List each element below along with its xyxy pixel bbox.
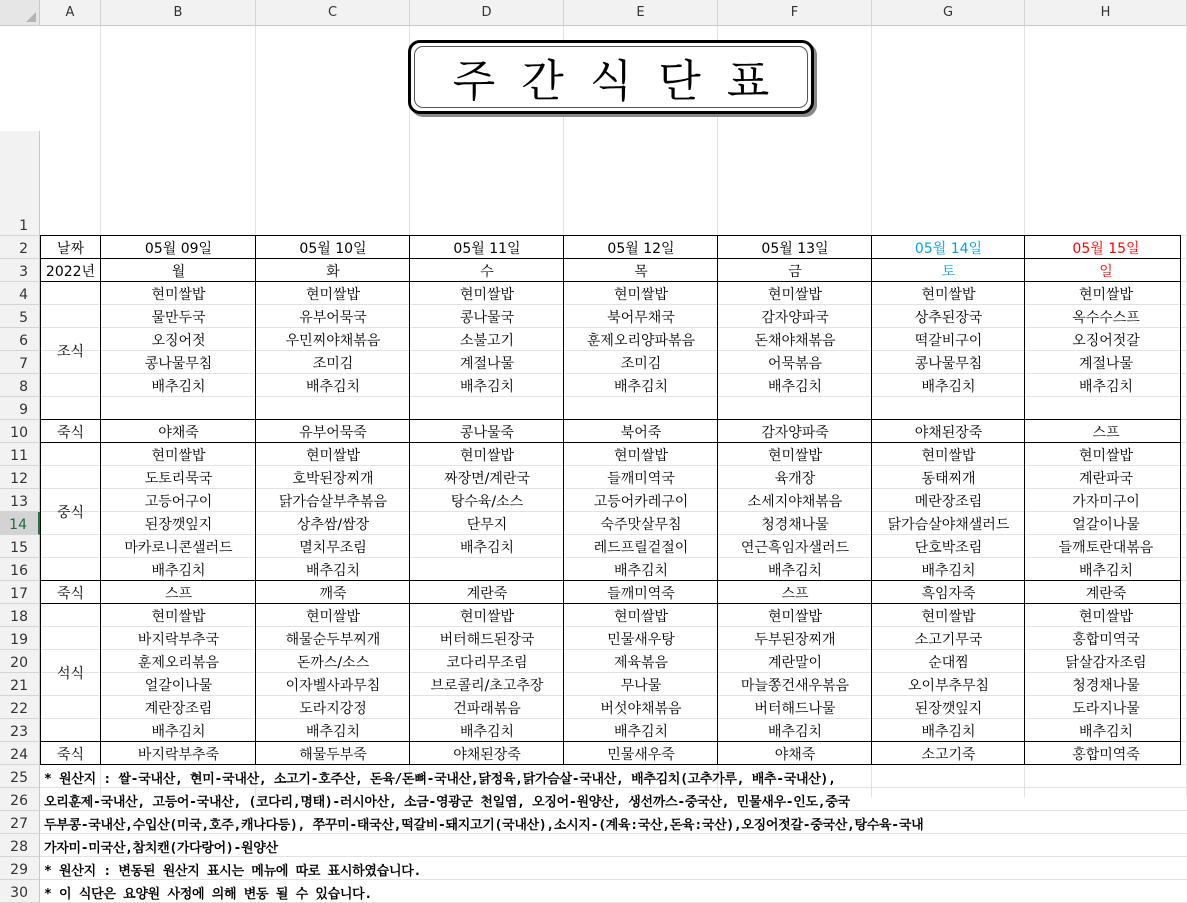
row-header-14[interactable]: 14 bbox=[0, 512, 40, 535]
menu-item[interactable]: 현미쌀밥 bbox=[921, 447, 976, 464]
menu-item[interactable]: 배추김치 bbox=[613, 562, 669, 579]
table-border bbox=[40, 741, 1181, 742]
gridline bbox=[40, 787, 1187, 788]
menu-item[interactable]: 깨죽 bbox=[319, 585, 347, 602]
row-header-13[interactable]: 13 bbox=[0, 489, 40, 512]
table-border bbox=[717, 236, 718, 765]
day-cell[interactable]: 월 bbox=[171, 263, 186, 280]
menu-item[interactable]: 스프 bbox=[164, 585, 193, 602]
menu-item[interactable]: 현미쌀밥 bbox=[1078, 608, 1134, 625]
menu-item[interactable]: 들깨미역국 bbox=[607, 470, 675, 487]
row-header-29[interactable]: 29 bbox=[0, 857, 40, 880]
row-header-24[interactable]: 24 bbox=[0, 742, 40, 765]
menu-item[interactable]: 배추김치 bbox=[921, 723, 976, 740]
menu-item[interactable]: 조미김 bbox=[620, 355, 662, 372]
page-title: 주간식단표 bbox=[452, 56, 796, 107]
menu-item[interactable]: 고등어구이 bbox=[144, 493, 213, 510]
menu-item[interactable]: 된장깻잎지 bbox=[914, 700, 983, 717]
menu-item[interactable]: 버터해드된장국 bbox=[439, 631, 535, 648]
row-header-9[interactable]: 9 bbox=[0, 397, 40, 420]
menu-item[interactable]: 현미쌀밥 bbox=[305, 286, 361, 303]
menu-item[interactable]: 오징어젓갈 bbox=[1072, 332, 1140, 349]
origin-note[interactable]: 가자미-미국산,참치캔(가다랑어)-원양산 bbox=[44, 841, 278, 856]
menu-item[interactable]: 유부어묵국 bbox=[299, 309, 367, 326]
gridline bbox=[40, 810, 1187, 811]
row-header-28[interactable]: 28 bbox=[0, 834, 40, 857]
menu-item[interactable]: 호박된장찌개 bbox=[292, 470, 374, 487]
menu-item[interactable]: 가자미구이 bbox=[1072, 493, 1140, 510]
column-header-b[interactable]: B bbox=[101, 0, 256, 26]
year-label[interactable]: 2022년 bbox=[45, 263, 96, 280]
menu-item[interactable]: 순대찜 bbox=[928, 654, 969, 671]
menu-item[interactable]: 홍합미역국 bbox=[1072, 631, 1140, 648]
day-cell[interactable]: 토 bbox=[941, 263, 956, 280]
menu-item[interactable]: 메란장조림 bbox=[914, 493, 983, 510]
menu-item[interactable]: 소고기죽 bbox=[921, 746, 976, 763]
date-cell[interactable]: 05월 10일 bbox=[299, 240, 367, 257]
menu-item[interactable]: 닭가슴살부추볶음 bbox=[278, 493, 388, 510]
menu-item[interactable]: 훈제오리양파볶음 bbox=[586, 332, 696, 349]
date-cell[interactable]: 05월 15일 bbox=[1072, 240, 1140, 257]
table-border bbox=[563, 236, 564, 765]
menu-item[interactable]: 스프 bbox=[1092, 424, 1120, 441]
row-header-26[interactable]: 26 bbox=[0, 788, 40, 811]
origin-note[interactable]: * 이 식단은 요양원 사정에 의해 변동 될 수 있습니다. bbox=[44, 887, 372, 902]
menu-item[interactable]: 유부어묵죽 bbox=[299, 424, 367, 441]
gridline bbox=[40, 879, 1187, 880]
menu-item[interactable]: 배추김치 bbox=[305, 723, 361, 740]
menu-item[interactable]: 배추김치 bbox=[151, 723, 206, 740]
menu-item[interactable]: 현미쌀밥 bbox=[921, 286, 976, 303]
origin-note[interactable]: * 원산지 : 변동된 원산지 표시는 메뉴에 따로 표시하였습니다. bbox=[44, 864, 421, 879]
row-header-27[interactable]: 27 bbox=[0, 811, 40, 834]
menu-item[interactable]: 도라지강정 bbox=[299, 700, 367, 717]
gridline bbox=[40, 856, 1187, 857]
menu-item[interactable]: 배추김치 bbox=[1078, 723, 1134, 740]
menu-item[interactable]: 계절나물 bbox=[459, 355, 515, 372]
menu-item[interactable]: 현미쌀밥 bbox=[613, 286, 669, 303]
table-border bbox=[100, 236, 101, 765]
menu-item[interactable]: 배추김치 bbox=[1078, 562, 1134, 579]
menu-item[interactable]: 우민찌야채볶음 bbox=[285, 332, 381, 349]
row-header-19[interactable]: 19 bbox=[0, 627, 40, 650]
table-border bbox=[40, 281, 1181, 282]
menu-item[interactable]: 계란죽 bbox=[466, 585, 508, 602]
menu-item[interactable]: 배추김치 bbox=[767, 562, 823, 579]
menu-item[interactable]: 된장깻잎지 bbox=[144, 516, 213, 533]
origin-note[interactable]: * 원산지 : 쌀-국내산, 현미-국내산, 소고기-호주산, 돈육/돈뼈-국내산,닭정육,닭가슴살-국내산, 배추김치(고추가루, 배추-국내산), bbox=[44, 772, 836, 787]
table-border bbox=[40, 258, 1181, 259]
menu-item[interactable]: 상추된장국 bbox=[914, 309, 983, 326]
table-border bbox=[409, 236, 410, 765]
row-header-2[interactable]: 2 bbox=[0, 236, 40, 259]
menu-item[interactable]: 훈제오리볶음 bbox=[137, 654, 220, 671]
menu-item[interactable]: 야채죽 bbox=[774, 746, 816, 763]
meal-label-breakfast[interactable]: 조식 bbox=[56, 344, 85, 360]
row-header-8[interactable]: 8 bbox=[0, 374, 40, 397]
menu-item[interactable]: 코다리무조림 bbox=[446, 654, 528, 671]
date-cell[interactable]: 05월 13일 bbox=[761, 240, 829, 257]
menu-item[interactable]: 계란죽 bbox=[1085, 585, 1127, 602]
menu-item[interactable]: 해물순두부찌개 bbox=[285, 631, 381, 648]
menu-item[interactable]: 연근흑임자샐러드 bbox=[740, 539, 850, 556]
menu-item[interactable]: 청경채나물 bbox=[761, 516, 829, 533]
day-cell[interactable]: 수 bbox=[480, 263, 494, 280]
row-header-30[interactable]: 30 bbox=[0, 880, 40, 903]
row-header-22[interactable]: 22 bbox=[0, 696, 40, 719]
menu-item[interactable]: 현미쌀밥 bbox=[305, 608, 361, 625]
menu-item[interactable]: 소세지야채볶음 bbox=[747, 493, 843, 510]
menu-item[interactable]: 오징어젓 bbox=[151, 332, 206, 349]
table-border bbox=[40, 442, 1181, 443]
menu-item[interactable]: 제육볶음 bbox=[613, 654, 669, 671]
meal-label-dinner[interactable]: 석식 bbox=[56, 666, 85, 682]
row-header-17[interactable]: 17 bbox=[0, 581, 40, 604]
menu-item[interactable]: 배추김치 bbox=[305, 562, 361, 579]
menu-item[interactable]: 바지락부추죽 bbox=[137, 746, 220, 763]
row-header-23[interactable]: 23 bbox=[0, 719, 40, 742]
menu-item[interactable]: 숙주맛살무침 bbox=[600, 516, 682, 533]
menu-item[interactable]: 야채된장죽 bbox=[914, 424, 983, 441]
menu-item[interactable]: 무나물 bbox=[620, 677, 662, 694]
menu-item[interactable]: 콩나물무침 bbox=[914, 355, 983, 372]
menu-item[interactable]: 육개장 bbox=[774, 470, 816, 487]
menu-item[interactable]: 현미쌀밥 bbox=[767, 286, 823, 303]
menu-item[interactable]: 현미쌀밥 bbox=[305, 447, 361, 464]
row-header-20[interactable]: 20 bbox=[0, 650, 40, 673]
menu-item[interactable]: 배추김치 bbox=[767, 378, 823, 395]
menu-item[interactable]: 돈채야채볶음 bbox=[754, 332, 836, 349]
select-all-corner[interactable] bbox=[0, 0, 40, 26]
menu-item[interactable]: 콩나물국 bbox=[459, 309, 515, 326]
menu-item[interactable]: 어묵볶음 bbox=[767, 355, 823, 372]
menu-item[interactable]: 계란장조림 bbox=[144, 700, 213, 717]
row-header-18[interactable]: 18 bbox=[0, 604, 40, 627]
menu-item[interactable]: 소고기무국 bbox=[914, 631, 983, 648]
gridline bbox=[40, 833, 1187, 834]
menu-item[interactable]: 현미쌀밥 bbox=[921, 608, 976, 625]
menu-item[interactable]: 배추김치 bbox=[459, 378, 515, 395]
menu-item[interactable]: 배추김치 bbox=[305, 378, 361, 395]
menu-item[interactable]: 배추김치 bbox=[767, 723, 823, 740]
menu-item[interactable]: 민물새우탕 bbox=[607, 631, 675, 648]
menu-item[interactable]: 도토리묵국 bbox=[144, 470, 213, 487]
date-label[interactable]: 날짜 bbox=[56, 240, 85, 257]
menu-item[interactable]: 버터해드나물 bbox=[754, 700, 836, 717]
menu-item[interactable]: 배추김치 bbox=[151, 378, 206, 395]
menu-item[interactable]: 소불고기 bbox=[459, 332, 515, 349]
menu-item[interactable]: 배추김치 bbox=[1078, 378, 1134, 395]
menu-item[interactable]: 감자양파죽 bbox=[761, 424, 829, 441]
menu-item[interactable]: 오이부추무침 bbox=[907, 677, 990, 694]
menu-item[interactable]: 단호박조림 bbox=[914, 539, 983, 556]
menu-item[interactable]: 멸치무조림 bbox=[299, 539, 367, 556]
table-border bbox=[40, 603, 1181, 604]
menu-item[interactable]: 마카로니콘샐러드 bbox=[124, 539, 233, 556]
menu-item[interactable]: 배추김치 bbox=[921, 562, 976, 579]
row-header-16[interactable]: 16 bbox=[0, 558, 40, 581]
day-cell[interactable]: 일 bbox=[1099, 263, 1113, 280]
table-border bbox=[40, 419, 1181, 420]
row-header-15[interactable]: 15 bbox=[0, 535, 40, 558]
menu-item[interactable]: 배추김치 bbox=[613, 378, 669, 395]
menu-item[interactable]: 물만두국 bbox=[151, 309, 206, 326]
day-cell[interactable]: 화 bbox=[326, 263, 340, 280]
menu-item[interactable]: 현미쌀밥 bbox=[1078, 447, 1134, 464]
menu-item[interactable]: 해물두부죽 bbox=[299, 746, 367, 763]
column-header-f[interactable]: F bbox=[718, 0, 872, 26]
menu-item[interactable]: 북어무채국 bbox=[607, 309, 675, 326]
menu-item[interactable]: 탕수육/소스 bbox=[450, 493, 524, 510]
menu-item[interactable]: 바지락부추국 bbox=[137, 631, 220, 648]
menu-item[interactable]: 돈까스/소스 bbox=[296, 654, 370, 671]
menu-item[interactable]: 두부된장찌개 bbox=[754, 631, 836, 648]
menu-item[interactable]: 버섯야채볶음 bbox=[600, 700, 682, 717]
menu-item[interactable]: 브로콜리/초고추장 bbox=[430, 677, 544, 694]
origin-note[interactable]: 두부콩-국내산,수입산(미국,호주,캐나다등), 쭈꾸미-태국산,떡갈비-돼지고기(국내산),소시지-(계육:국산,돈육:국산),오징어젓갈-중국산,탕수육-국내 bbox=[44, 818, 924, 833]
row-header-4[interactable]: 4 bbox=[0, 282, 40, 305]
menu-item[interactable]: 콩나물무침 bbox=[144, 355, 213, 372]
menu-item[interactable]: 현미쌀밥 bbox=[151, 286, 206, 303]
menu-item[interactable]: 북어죽 bbox=[620, 424, 662, 441]
column-header-d[interactable]: D bbox=[410, 0, 564, 26]
menu-item[interactable]: 건파래볶음 bbox=[453, 700, 521, 717]
menu-item[interactable]: 현미쌀밥 bbox=[151, 608, 206, 625]
menu-item[interactable]: 상추쌈/쌈장 bbox=[296, 516, 370, 533]
menu-item[interactable]: 얼갈이나물 bbox=[1072, 516, 1140, 533]
menu-item[interactable]: 배추김치 bbox=[151, 562, 206, 579]
row-header-21[interactable]: 21 bbox=[0, 673, 40, 696]
menu-item[interactable]: 레드프릴겉절이 bbox=[593, 539, 689, 556]
menu-item[interactable]: 고등어카레구이 bbox=[593, 493, 689, 510]
column-header-c[interactable]: C bbox=[256, 0, 410, 26]
meal-label-lunch[interactable]: 중식 bbox=[56, 505, 85, 521]
origin-note[interactable]: 오리훈제-국내산, 고등어-국내산, (코다리,명태)-러시아산, 소금-영광군 천일염, 오징어-원양산, 생선까스-중국산, 민물새우-인도,중국 bbox=[44, 795, 850, 810]
table-border bbox=[255, 236, 256, 765]
menu-item[interactable]: 동태찌개 bbox=[921, 470, 976, 487]
menu-item[interactable]: 현미쌀밥 bbox=[613, 447, 669, 464]
day-cell[interactable]: 금 bbox=[788, 263, 802, 280]
menu-item[interactable]: 민물새우죽 bbox=[607, 746, 675, 763]
row-header-12[interactable]: 12 bbox=[0, 466, 40, 489]
menu-item[interactable]: 도라지나물 bbox=[1072, 700, 1140, 717]
menu-item[interactable]: 떡갈비구이 bbox=[914, 332, 983, 349]
menu-item[interactable]: 야채된장죽 bbox=[453, 746, 521, 763]
table-border bbox=[40, 580, 1181, 581]
menu-item[interactable]: 마늘쫑건새우볶음 bbox=[740, 677, 850, 694]
menu-item[interactable]: 현미쌀밥 bbox=[1078, 286, 1134, 303]
menu-item[interactable]: 단무지 bbox=[466, 516, 508, 533]
row-header-3[interactable]: 3 bbox=[0, 259, 40, 282]
menu-item[interactable]: 배추김치 bbox=[613, 723, 669, 740]
menu-item[interactable]: 흑임자죽 bbox=[921, 585, 976, 602]
row-header-1[interactable]: 1 bbox=[0, 131, 40, 236]
menu-item[interactable]: 스프 bbox=[781, 585, 809, 602]
row-header-6[interactable]: 6 bbox=[0, 328, 40, 351]
menu-item[interactable]: 얼갈이나물 bbox=[144, 677, 213, 694]
menu-item[interactable]: 감자양파국 bbox=[761, 309, 829, 326]
menu-item[interactable]: 현미쌀밥 bbox=[151, 447, 206, 464]
column-header-g[interactable]: G bbox=[872, 0, 1025, 26]
menu-item[interactable]: 닭가슴살야채샐러드 bbox=[887, 516, 1010, 533]
menu-item[interactable]: 닭살감자조림 bbox=[1065, 654, 1147, 671]
table-border bbox=[1024, 236, 1025, 765]
date-cell[interactable]: 05월 11일 bbox=[453, 240, 521, 257]
date-cell[interactable]: 05월 09일 bbox=[144, 240, 213, 257]
menu-item[interactable]: 배추김치 bbox=[921, 378, 976, 395]
row-header-7[interactable]: 7 bbox=[0, 351, 40, 374]
date-cell[interactable]: 05월 12일 bbox=[607, 240, 675, 257]
column-header-a[interactable]: A bbox=[40, 0, 101, 26]
menu-item[interactable]: 청경채나물 bbox=[1072, 677, 1140, 694]
menu-item[interactable]: 계절나물 bbox=[1078, 355, 1134, 372]
row-header-5[interactable]: 5 bbox=[0, 305, 40, 328]
menu-item[interactable]: 현미쌀밥 bbox=[613, 608, 669, 625]
meal-label-porridge2[interactable]: 죽식 bbox=[56, 585, 85, 602]
menu-item[interactable]: 배추김치 bbox=[459, 539, 515, 556]
menu-item[interactable]: 조미김 bbox=[312, 355, 354, 372]
menu-item[interactable]: 현미쌀밥 bbox=[767, 608, 823, 625]
menu-item[interactable]: 야채죽 bbox=[158, 424, 199, 441]
menu-item[interactable]: 배추김치 bbox=[459, 723, 515, 740]
menu-item[interactable]: 홍합미역죽 bbox=[1072, 746, 1140, 763]
menu-item[interactable]: 이자벨사과무침 bbox=[285, 677, 381, 694]
row-header-25[interactable]: 25 bbox=[0, 765, 40, 788]
menu-item[interactable]: 들깨토란대볶음 bbox=[1058, 539, 1154, 556]
menu-item[interactable]: 현미쌀밥 bbox=[459, 286, 515, 303]
row-header-10[interactable]: 10 bbox=[0, 420, 40, 443]
menu-item[interactable]: 계란말이 bbox=[767, 654, 823, 671]
meal-label-porridge1[interactable]: 죽식 bbox=[56, 424, 85, 441]
menu-item[interactable]: 계란파국 bbox=[1078, 470, 1134, 487]
menu-item[interactable]: 짜장면/계란국 bbox=[444, 470, 530, 487]
menu-item[interactable]: 들깨미역죽 bbox=[607, 585, 675, 602]
column-header-h[interactable]: H bbox=[1025, 0, 1187, 26]
menu-item[interactable]: 콩나물죽 bbox=[459, 424, 515, 441]
menu-item[interactable]: 옥수수스프 bbox=[1072, 309, 1140, 326]
menu-item[interactable]: 현미쌀밥 bbox=[459, 447, 515, 464]
date-cell[interactable]: 05월 14일 bbox=[914, 240, 983, 257]
meal-label-porridge3[interactable]: 죽식 bbox=[56, 746, 85, 763]
column-header-e[interactable]: E bbox=[564, 0, 718, 26]
menu-item[interactable]: 현미쌀밥 bbox=[459, 608, 515, 625]
day-cell[interactable]: 목 bbox=[634, 263, 648, 280]
title-box bbox=[408, 40, 814, 114]
row-header-11[interactable]: 11 bbox=[0, 443, 40, 466]
table-border bbox=[871, 236, 872, 765]
menu-item[interactable]: 현미쌀밥 bbox=[767, 447, 823, 464]
